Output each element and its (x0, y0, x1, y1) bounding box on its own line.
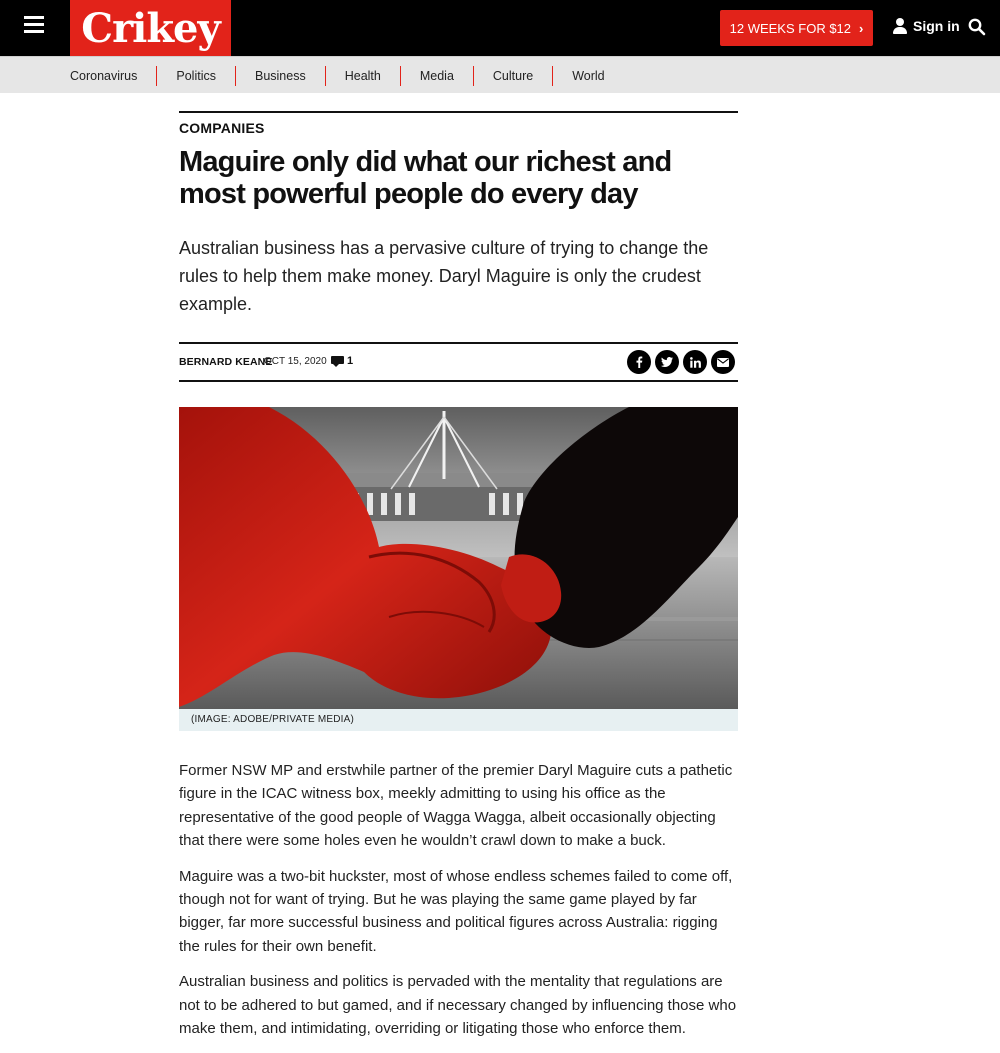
nav-item-media[interactable]: Media (401, 66, 474, 86)
site-logo[interactable]: Crikey (70, 0, 231, 56)
article-body (179, 759, 738, 1040)
publish-date: OCT 15, 2020 (264, 356, 327, 367)
subscribe-button-label: 12 WEEKS FOR $12 (729, 20, 852, 36)
nav-item-world[interactable]: World (572, 68, 605, 83)
body-paragraph: Maguire was a two-bit huckster, most of whose endless schemes failed to come off, though not for want of trying. But he was playing the same game played by far bigger, far more successful business and political figures across Australia: rigging the rules for their own benefit. (179, 867, 733, 955)
hero-image (179, 407, 738, 709)
body-paragraph: Former NSW MP and erstwhile partner of the premier Daryl Maguire cuts a pathetic figure in the ICAC witness box, meekly admitting to using his office as the representative of the good people of Wagga Wagga, albeit occasionally objecting that there were some holes even he wouldn’t crawl down to make a buck. (179, 762, 733, 849)
comment-icon (331, 356, 344, 367)
byline-bar (179, 342, 738, 382)
image-caption: (IMAGE: ADOBE/PRIVATE MEDIA) (179, 709, 738, 731)
hamburger-menu-icon[interactable] (24, 16, 46, 36)
article (179, 111, 738, 1053)
facebook-icon[interactable] (627, 350, 651, 374)
nav-item-politics[interactable]: Politics (157, 66, 236, 86)
standfirst: Australian business has a pervasive culture of trying to change the rules to help them make money. Daryl Maguire is only the crudest example. (179, 238, 709, 314)
section-label[interactable]: COMPANIES (179, 120, 265, 136)
nav-item-culture[interactable]: Culture (474, 66, 553, 86)
signin-link[interactable] (893, 18, 960, 34)
body-paragraph: Australian business and politics is pervaded with the mentality that regulations are not to be adhered to but gamed, and if necessary changed by influencing those who make them, and intimidating, overriding or litigating those who enforce them. (179, 973, 737, 1037)
user-icon (893, 18, 907, 34)
comment-count: 1 (347, 355, 354, 367)
email-icon[interactable] (711, 350, 735, 374)
author-link[interactable]: BERNARD KEANE (179, 356, 273, 368)
linkedin-icon[interactable] (683, 350, 707, 374)
search-icon[interactable] (968, 18, 988, 38)
comments-link[interactable] (331, 355, 353, 367)
nav-item-business[interactable]: Business (236, 66, 326, 86)
divider (179, 111, 738, 113)
nav-item-health[interactable]: Health (326, 66, 401, 86)
subscribe-button[interactable] (720, 10, 873, 46)
signin-label: Sign in (913, 18, 960, 34)
section-nav (0, 56, 1000, 93)
headline: Maguire only did what our richest and most powerful people do every day (179, 146, 672, 210)
top-bar (0, 0, 1000, 56)
nav-item-coronavirus[interactable]: Coronavirus (51, 66, 157, 86)
chevron-right-icon: › (859, 20, 864, 36)
twitter-icon[interactable] (655, 350, 679, 374)
share-buttons (627, 350, 735, 374)
